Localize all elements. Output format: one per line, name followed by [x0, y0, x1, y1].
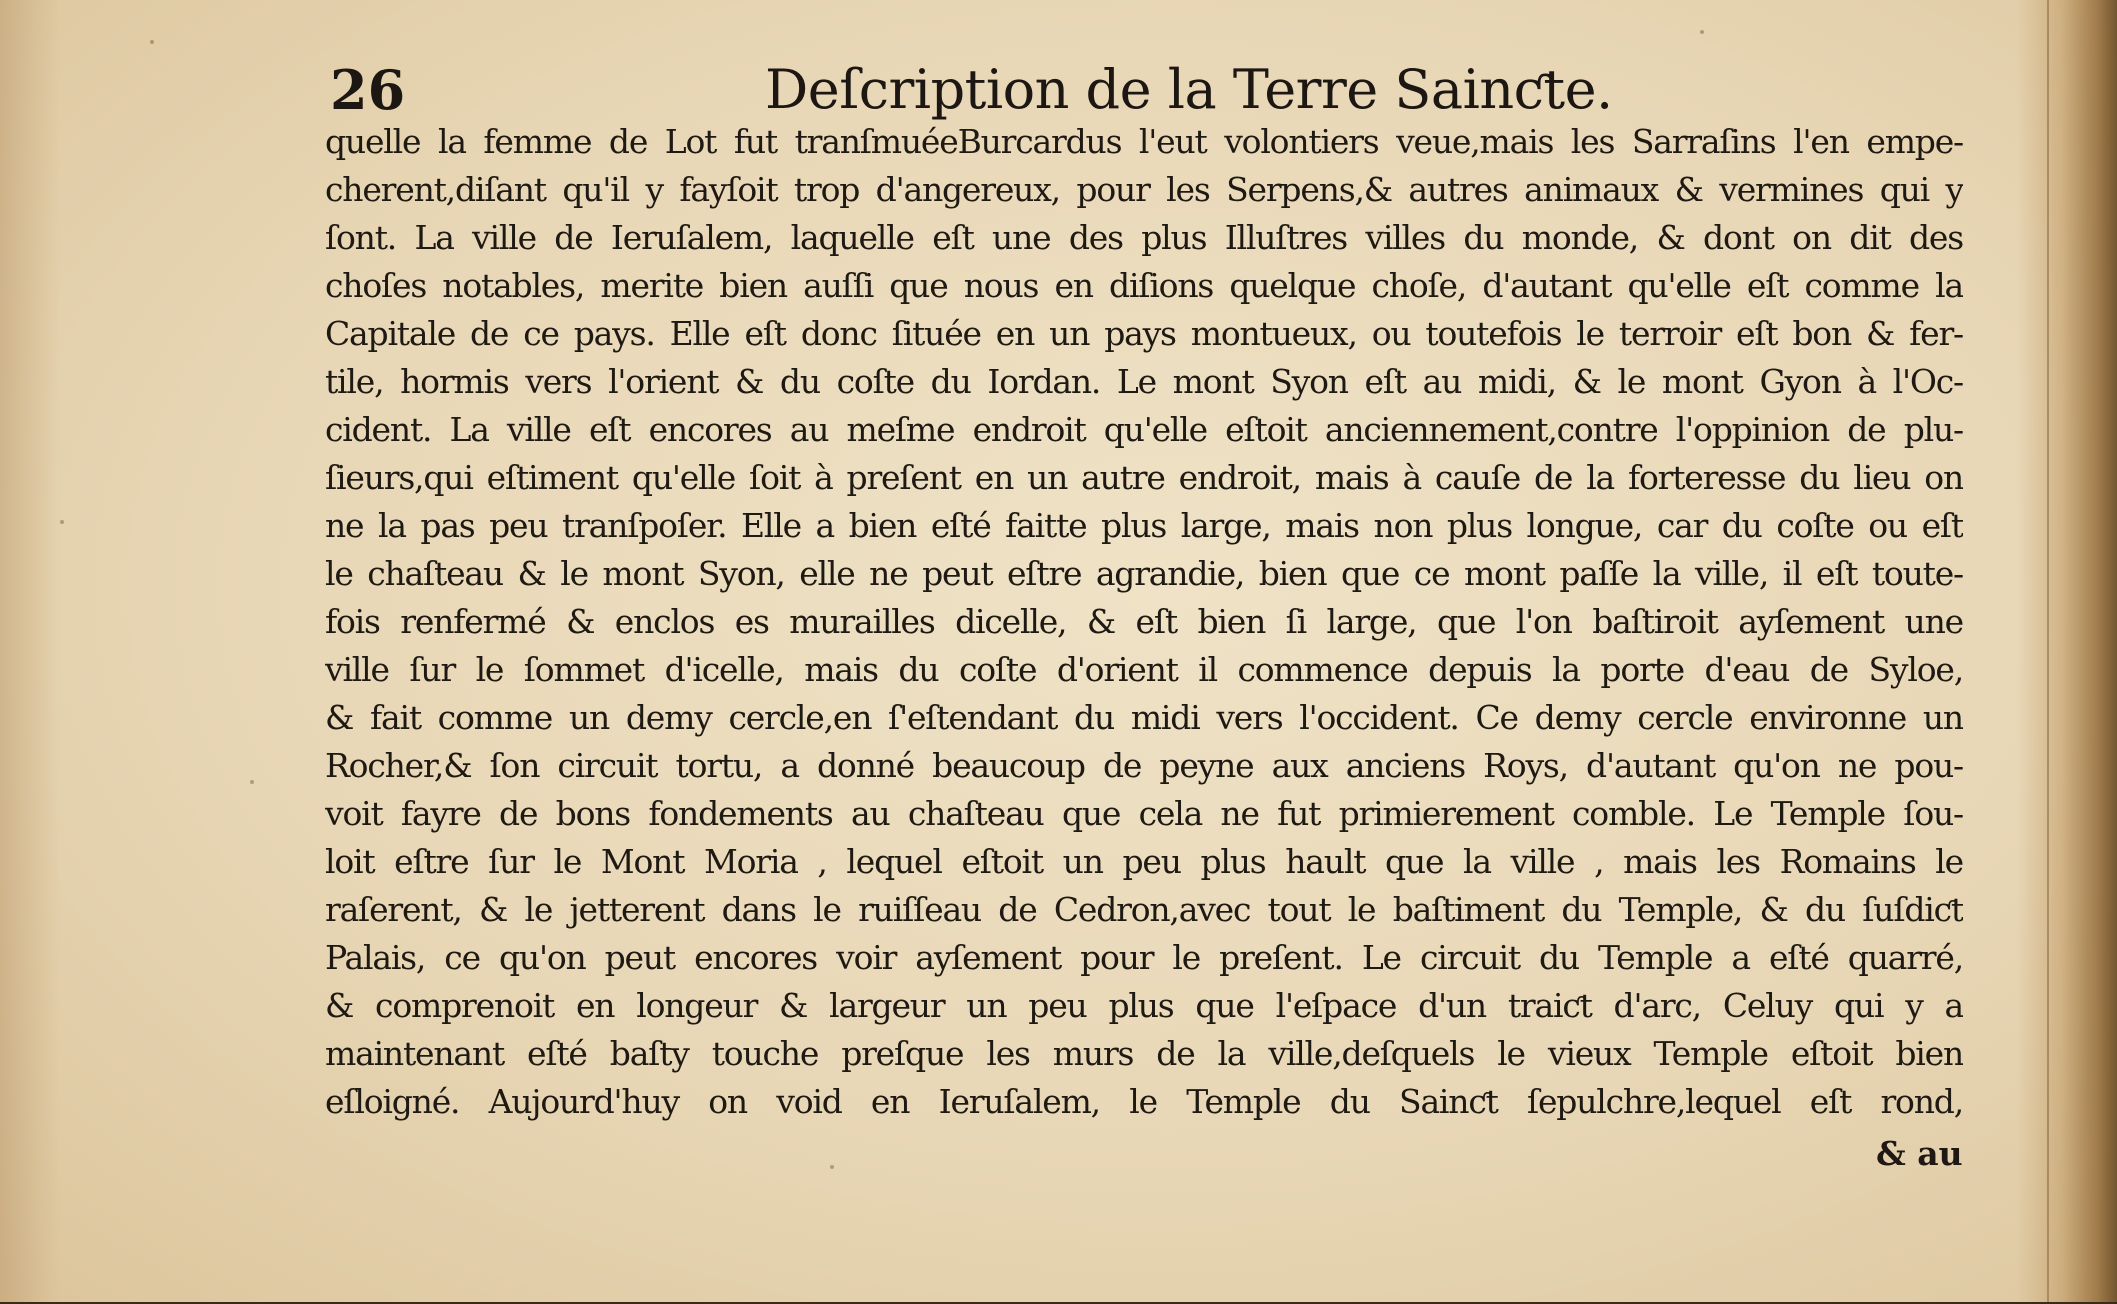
page-number: 26 [330, 58, 406, 122]
text-line: maintenant eſté baſty touche preſque les murs de la ville,deſquels le vieux Temple eſtoit bien [325, 1034, 1963, 1073]
text-line: fois renfermé & enclos es murailles dicelle, & eſt bien ſi large, que l'on baſtiroit ayſement une [325, 602, 1963, 641]
text-line: eſloigné. Aujourd'huy on void en Ieruſalem, le Temple du Sainƈt ſepulchre,lequel eſt rond, [325, 1082, 1963, 1121]
text-line: voit fayre de bons fondements au chaſteau que cela ne fut primierement comble. Le Temple ſou- [325, 794, 1963, 833]
paper-speck [60, 520, 64, 524]
text-line: quelle la femme de Lot fut tranſmuéeBurcardus l'eut volontiers veue,mais les Sarraſins l'en empe- [325, 122, 1963, 161]
page-header [330, 55, 1970, 125]
running-title: Deſcription de la Terre Sainƈte. [765, 58, 1613, 121]
text-line: ne la pas peu tranſpoſer. Elle a bien eſté faitte plus large, mais non plus longue, car du coſte ou eſt [325, 506, 1963, 545]
text-line: ville ſur le ſommet d'icelle, mais du coſte d'orient il commence depuis la porte d'eau de Syloe, [325, 650, 1963, 689]
text-line: Capitale de ce pays. Elle eſt donc ſituée en un pays montueux, ou toutefois le terroir eſt bon & fer- [325, 314, 1963, 353]
left-page-shading [0, 0, 60, 1304]
text-line: cident. La ville eſt encores au meſme endroit qu'elle eſtoit anciennement,contre l'oppinion de plu- [325, 410, 1963, 449]
text-line: ſont. La ville de Ieruſalem, laquelle eſt une des plus Illuſtres villes du monde, & dont on dit des [325, 218, 1963, 257]
catchword: & au [1876, 1134, 1963, 1173]
text-line: le chaſteau & le mont Syon, elle ne peut eſtre agrandie, bien que ce mont paſſe la ville, il eſt toute- [325, 554, 1963, 593]
text-line: choſes notables, merite bien auſſi que nous en diſions quelque choſe, d'autant qu'elle eſt comme la [325, 266, 1963, 305]
text-line: Palais, ce qu'on peut encores voir ayſement pour le preſent. Le circuit du Temple a eſté quarré, [325, 938, 1963, 977]
text-line: cherent,diſant qu'il y fayſoit trop d'angereux, pour les Serpens,& autres animaux & vermines qui y [325, 170, 1963, 209]
text-line: ſieurs,qui eſtiment qu'elle ſoit à preſent en un autre endroit, mais à cauſe de la forteresse du lieu on [325, 458, 1963, 497]
text-line: loit eſtre ſur le Mont Moria , lequel eſtoit un peu plus hault que la ville , mais les Romains le [325, 842, 1963, 881]
right-page-edge-shadow [2017, 0, 2117, 1304]
paper-speck [830, 1165, 834, 1169]
body-text [325, 118, 1963, 1126]
text-line: raſerent, & le jetterent dans le ruiſſeau de Cedron,avec tout le baſtiment du Temple, & du ſuſdiƈt [325, 890, 1963, 929]
paper-speck [250, 780, 254, 784]
paper-speck [150, 40, 154, 44]
right-page-fold-line [2047, 0, 2049, 1304]
text-line: & comprenoit en longeur & largeur un peu plus que l'eſpace d'un traiƈt d'arc, Celuy qui y a [325, 986, 1963, 1025]
text-line: Rocher,& ſon circuit tortu, a donné beaucoup de peyne aux anciens Roys, d'autant qu'on ne pou- [325, 746, 1963, 785]
text-line: & fait comme un demy cercle,en ſ'eſtendant du midi vers l'occident. Ce demy cercle environne un [325, 698, 1963, 737]
paper-speck [1700, 30, 1704, 34]
text-line: tile, hormis vers l'orient & du coſte du Iordan. Le mont Syon eſt au midi, & le mont Gyon à l'Oc- [325, 362, 1963, 401]
